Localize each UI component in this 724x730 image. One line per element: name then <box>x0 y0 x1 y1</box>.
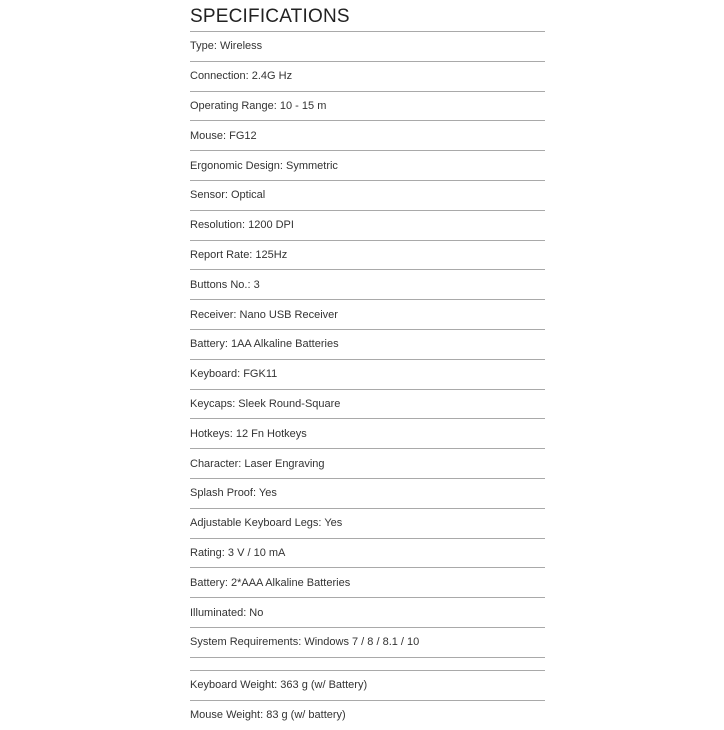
spec-row-rating: Rating: 3 V / 10 mA <box>190 539 545 569</box>
spec-list <box>190 32 545 730</box>
specifications-title: SPECIFICATIONS <box>190 0 545 32</box>
spec-row-sensor: Sensor: Optical <box>190 181 545 211</box>
spec-row-character: Character: Laser Engraving <box>190 449 545 479</box>
spec-row-keyboard-legs: Adjustable Keyboard Legs: Yes <box>190 509 545 539</box>
spec-row-mouse-battery: Battery: 1AA Alkaline Batteries <box>190 330 545 360</box>
spec-row-system-requirements: System Requirements: Windows 7 / 8 / 8.1 / 10 <box>190 628 545 658</box>
specifications-panel <box>190 0 545 730</box>
spec-row-keyboard: Keyboard: FGK11 <box>190 360 545 390</box>
spec-row-resolution: Resolution: 1200 DPI <box>190 211 545 241</box>
spec-row-report-rate: Report Rate: 125Hz <box>190 241 545 271</box>
spec-row-illuminated: Illuminated: No <box>190 598 545 628</box>
spec-row-splash-proof: Splash Proof: Yes <box>190 479 545 509</box>
spec-row-type: Type: Wireless <box>190 32 545 62</box>
spec-row-operating-range: Operating Range: 10 - 15 m <box>190 92 545 122</box>
spec-row-keycaps: Keycaps: Sleek Round-Square <box>190 390 545 420</box>
spec-row-receiver: Receiver: Nano USB Receiver <box>190 300 545 330</box>
spec-row-connection: Connection: 2.4G Hz <box>190 62 545 92</box>
spec-row-hotkeys: Hotkeys: 12 Fn Hotkeys <box>190 419 545 449</box>
spec-row-mouse-weight: Mouse Weight: 83 g (w/ battery) <box>190 709 346 722</box>
spec-row-buttons: Buttons No.: 3 <box>190 270 545 300</box>
spec-row-ergonomic-design: Ergonomic Design: Symmetric <box>190 151 545 181</box>
spec-row-blank <box>190 658 545 671</box>
spec-row-keyboard-battery: Battery: 2*AAA Alkaline Batteries <box>190 568 545 598</box>
spec-row-mouse: Mouse: FG12 <box>190 121 545 151</box>
spec-row-keyboard-weight: Keyboard Weight: 363 g (w/ Battery) <box>190 671 545 701</box>
